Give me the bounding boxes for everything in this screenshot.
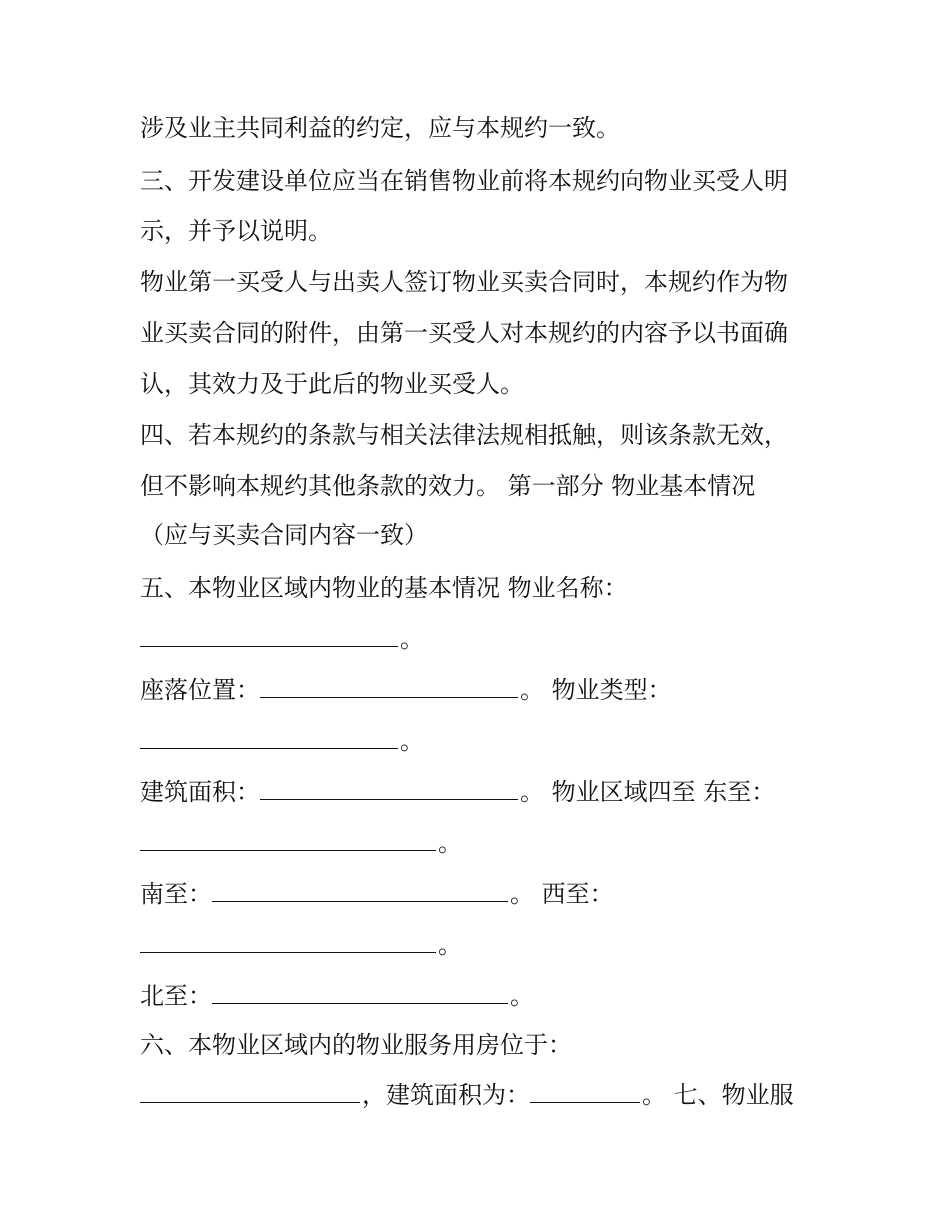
east-row xyxy=(140,828,462,858)
clause-6-title: 六、本物业区域内的物业服务用房位于： xyxy=(140,1031,572,1059)
east-blank[interactable] xyxy=(140,828,436,851)
west-blank[interactable] xyxy=(140,930,436,953)
location-row xyxy=(140,675,672,705)
south-label: 南至： xyxy=(140,880,212,908)
north-row xyxy=(140,981,534,1011)
property-type-row xyxy=(140,726,424,756)
property-type-label: 物业类型： xyxy=(544,676,672,704)
south-blank[interactable] xyxy=(212,879,508,902)
period: 。 xyxy=(510,982,534,1010)
west-label: 西至： xyxy=(534,880,614,908)
service-room-location-blank[interactable] xyxy=(140,1080,360,1103)
text-line: 物业第一买受人与出卖人签订物业买卖合同时，本规约作为物 xyxy=(140,268,788,296)
west-row xyxy=(140,930,462,960)
period: 。 xyxy=(510,880,534,908)
period: 。 xyxy=(642,1081,666,1109)
clause-7-start: 七、物业服 xyxy=(666,1081,794,1109)
section-note: （应与买卖合同内容一致） xyxy=(140,521,428,549)
clause-3-line-2: 示，并予以说明。 xyxy=(140,217,332,245)
service-room-area-blank[interactable] xyxy=(530,1080,640,1103)
period: 。 xyxy=(438,829,462,857)
period: 。 xyxy=(520,778,544,806)
north-label: 北至： xyxy=(140,982,212,1010)
period: 。 xyxy=(520,676,544,704)
clause-4-line-1: 四、若本规约的条款与相关法律法规相抵触，则该条款无效， xyxy=(140,421,788,449)
text-line: 涉及业主共同利益的约定，应与本规约一致。 xyxy=(140,114,620,142)
south-row xyxy=(140,879,614,909)
property-type-blank[interactable] xyxy=(140,726,398,749)
service-room-area-label: ，建筑面积为： xyxy=(362,1081,530,1109)
clause-4-line-2: 但不影响本规约其他条款的效力。 第一部分 物业基本情况 xyxy=(140,472,756,500)
clause-5-title: 五、本物业区域内物业的基本情况 物业名称： xyxy=(140,574,628,602)
bounds-east-label: 物业区域四至 东至： xyxy=(544,778,776,806)
property-name-row xyxy=(140,624,424,654)
service-room-row xyxy=(140,1080,794,1110)
period: 。 xyxy=(400,727,424,755)
period: 。 xyxy=(400,625,424,653)
area-blank[interactable] xyxy=(260,777,518,800)
area-row xyxy=(140,777,775,807)
clause-3-line-1: 三、开发建设单位应当在销售物业前将本规约向物业买受人明 xyxy=(140,167,788,195)
area-label: 建筑面积： xyxy=(140,778,260,806)
period: 。 xyxy=(438,931,462,959)
north-blank[interactable] xyxy=(212,981,508,1004)
location-blank[interactable] xyxy=(260,675,518,698)
property-name-blank[interactable] xyxy=(140,624,398,647)
text-line: 业买卖合同的附件，由第一买受人对本规约的内容予以书面确 xyxy=(140,319,788,347)
text-line: 认，其效力及于此后的物业买受人。 xyxy=(140,370,524,398)
location-label: 座落位置： xyxy=(140,676,260,704)
